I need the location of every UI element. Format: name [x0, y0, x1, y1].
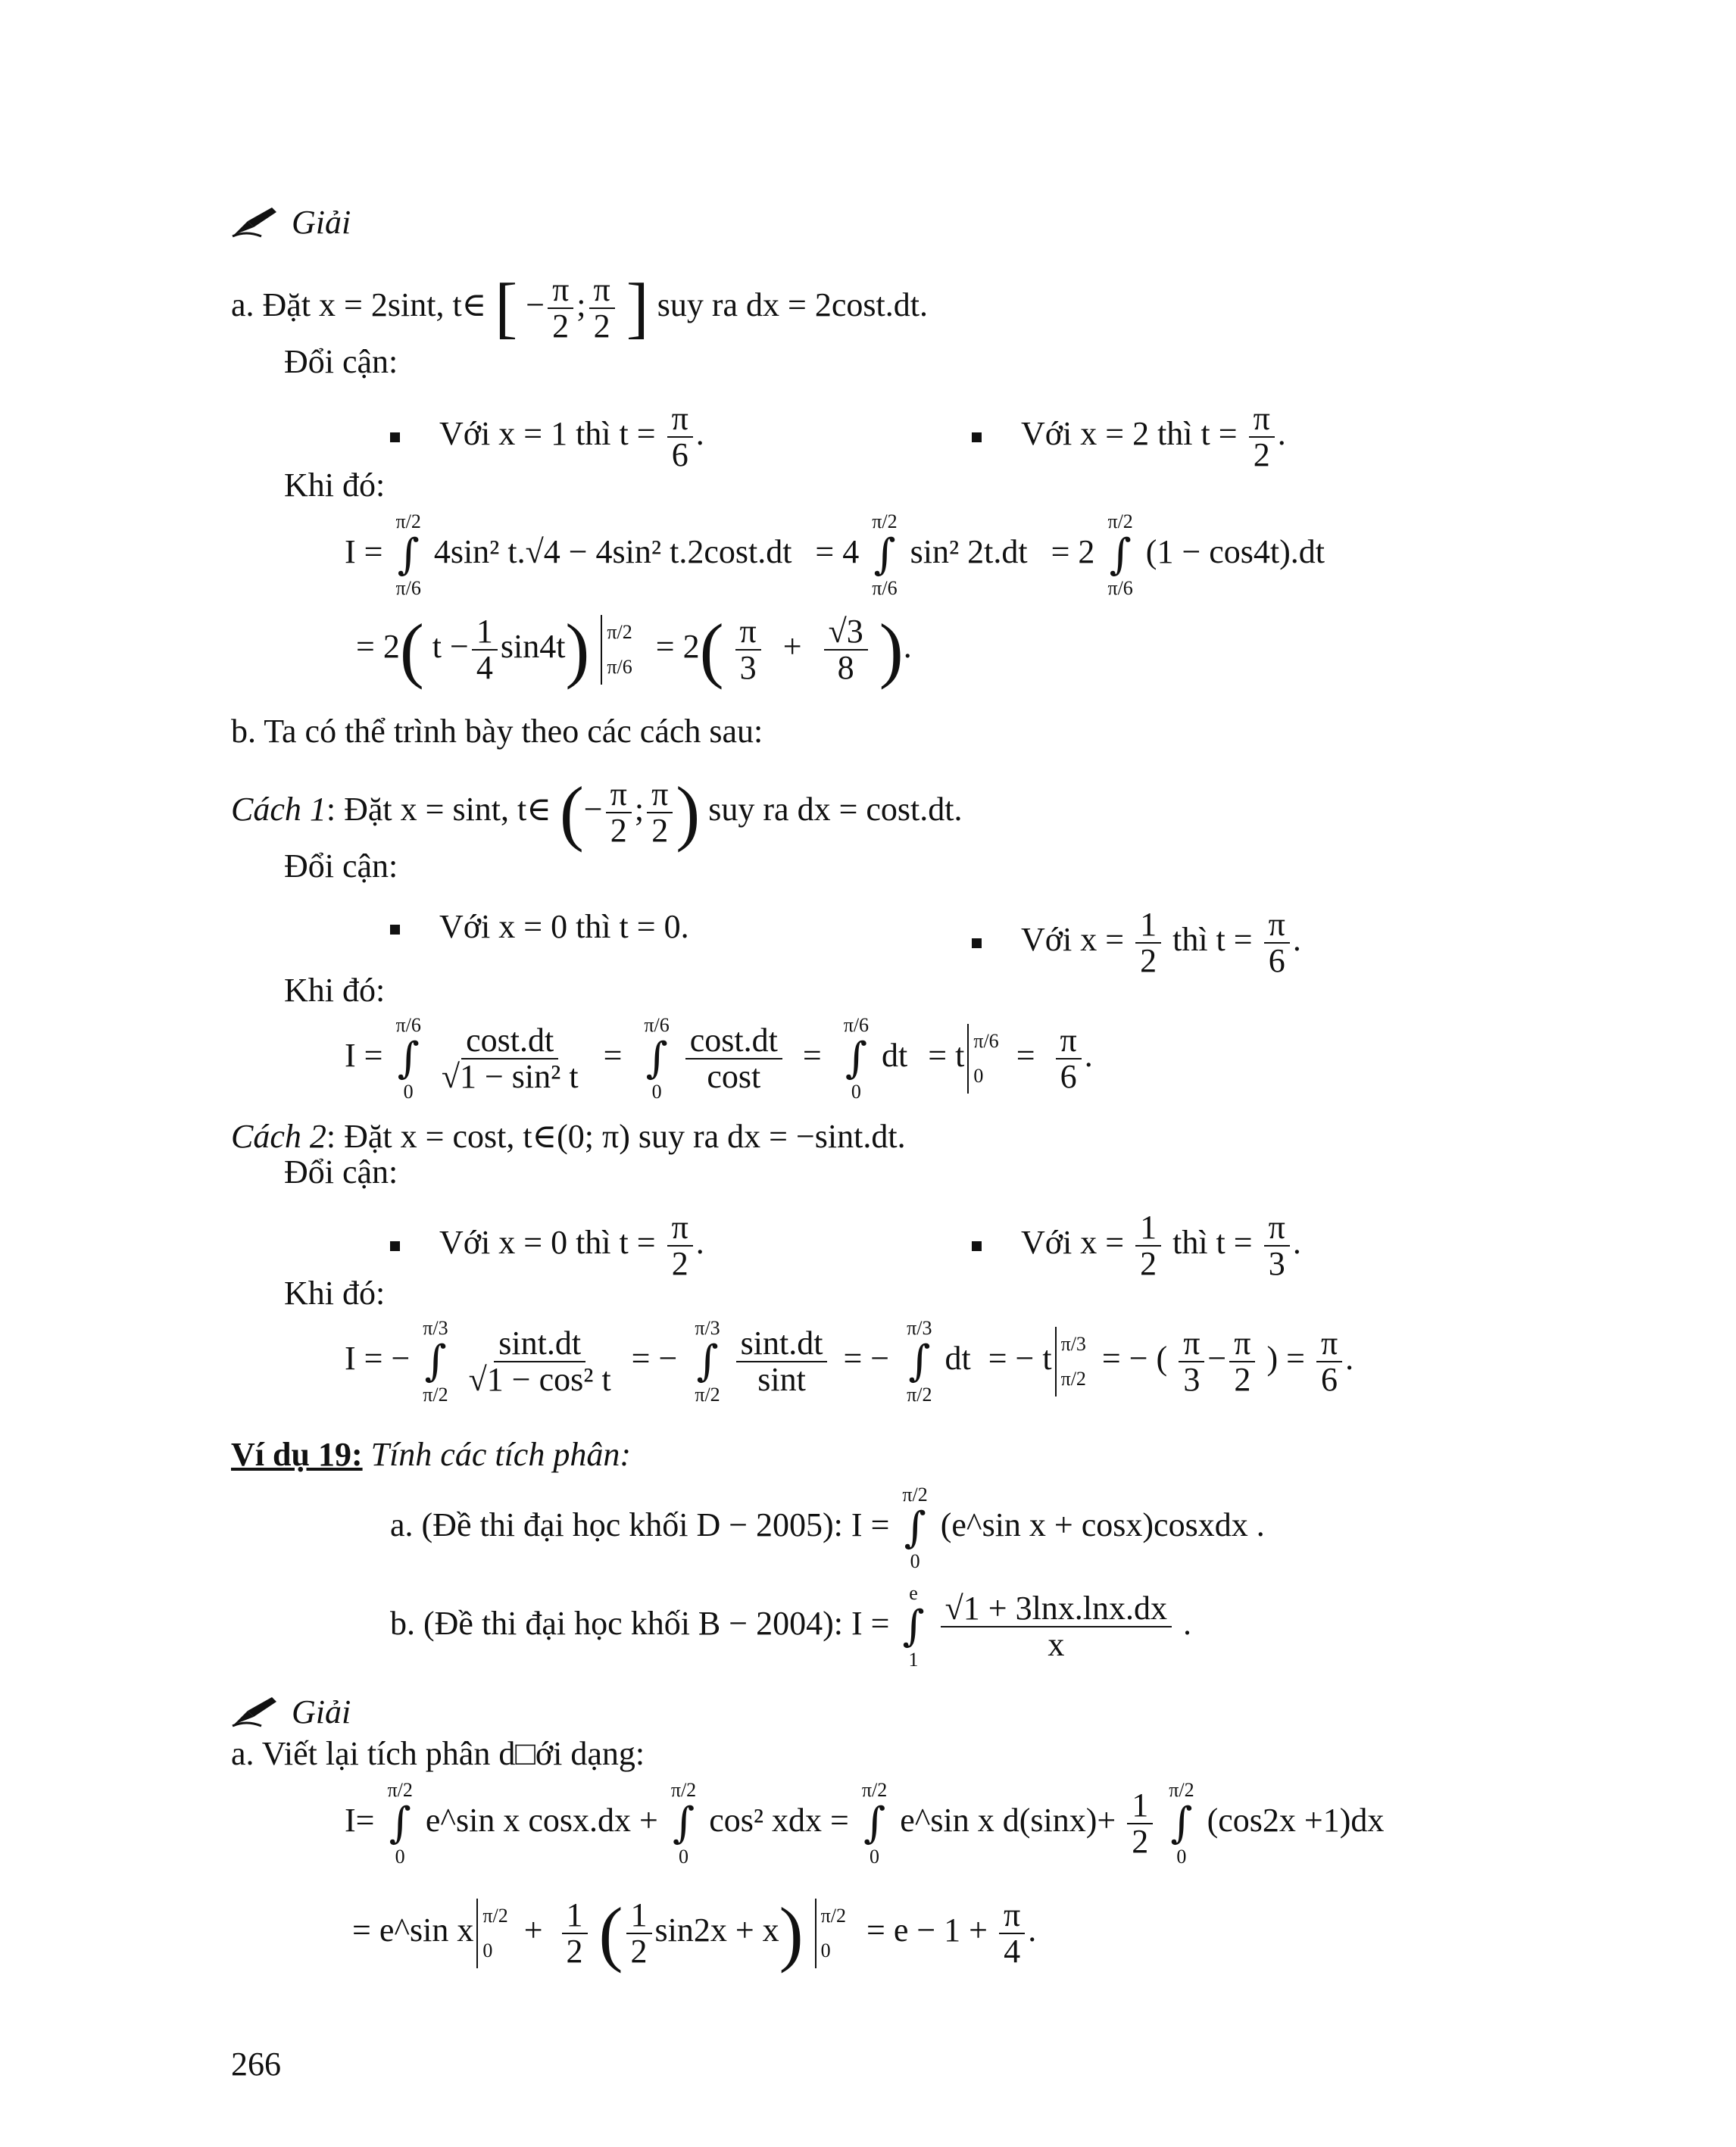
cach2-line: Cách 2: Đặt x = cost, t∈(0; π) suy ra dx = −sint.dt.: [231, 1118, 906, 1155]
example-19-a: a. (Đề thi đại học khối D − 2005): I = π/2 ∫ 0 (e^sin x + cosx)cosxdx .: [390, 1484, 1265, 1572]
solution-heading: Giải: [231, 203, 351, 247]
khi-do-a: Khi đó:: [284, 467, 386, 504]
bound-a-1: Với x = 1 thì t = $\frac{\pi}{6}$ .: [390, 401, 704, 473]
pen-writing-icon: [231, 1694, 278, 1737]
khi-do-b2: Khi đó:: [284, 1275, 386, 1312]
bullet-icon: [390, 1241, 400, 1251]
bound-b1-2: Với x = $\frac{1}{2}$ thì t = $\frac{\pi}{6}$ .: [972, 907, 1301, 978]
bullet-icon: [972, 938, 982, 948]
integral-b1: I = π/6 ∫ 0 $\frac{\cos t.dt}{\text{√1 − sin² t}}$ = π/6 ∫ 0 $\frac{\cos t.dt}{\cos t}$ = π/6 ∫ 0 dt = t π/6 0 = $\frac{\pi}{6}$ .: [345, 1014, 1093, 1103]
solution-a-intro: a. Viết lại tích phân d□ới dạng:: [231, 1735, 645, 1772]
page-number: 266: [231, 2046, 281, 2083]
bullet-icon: [972, 432, 982, 442]
part-a-substitution: a. Đặt x = 2sint, t∈ [ − $\frac{\pi}{2}$ ; $\frac{\pi}{2}$ ] suy ra dx = 2cost.dt.: [231, 270, 928, 345]
bullet-icon: [390, 432, 400, 442]
solution-a-line1: I= π/2 ∫ 0 e^sin x cosx.dx + π/2 ∫ 0 cos² xdx = π/2 ∫ 0 e^sin x d(sinx)+ $\frac{1}{2}$ π/2 ∫ 0 (cos2x +1)dx: [345, 1779, 1385, 1868]
example-19-b: b. (Đề thi đại học khối B − 2004): I = e ∫ 1 $\frac{√1 + 3\ln x.\ln x.dx}{x}$ .: [390, 1582, 1192, 1671]
bound-a-2: Với x = 2 thì t = $\frac{\pi}{2}$ .: [972, 401, 1286, 473]
integral-a-line2: = 2( t − $\frac{1}{4}$ sin4t) π/2 π/6 = 2( $\frac{\pi}{3}$ + $\frac{√3}{8}$ ).: [356, 609, 912, 690]
solution-heading-2: Giải: [231, 1693, 351, 1737]
khi-do-b1: Khi đó:: [284, 972, 386, 1009]
doi-can-a: Đổi cận:: [284, 343, 398, 380]
integral-a-line1: I = π/2 ∫ π/6 4sin² t.√4 − 4sin² t.2cost.dt = 4 π/2 ∫ π/6 sin² 2t.dt = 2 π/2 ∫ π/6 (1 − cos4t).dt: [345, 510, 1325, 599]
integral-b2: I = − π/3 ∫ π/2 $\frac{\sin t.dt}{\text{√1 − cos² t}}$ = − π/3 ∫ π/2 $\frac{\sin t.dt}{\sin t}$ = − π/3 ∫ π/2 dt = − t π/3 π/2 = − ( $\frac{\pi}{3}$ − $\frac{\pi}{2}$ ) = $\frac{\pi}{6}$ .: [345, 1317, 1354, 1406]
doi-can-b2: Đổi cận:: [284, 1153, 398, 1191]
bound-b2-2: Với x = $\frac{1}{2}$ thì t = $\frac{\pi}{3}$ .: [972, 1210, 1301, 1281]
example-19-heading: Ví dụ 19: Tính các tích phân:: [231, 1436, 631, 1473]
bound-b2-1: Với x = 0 thì t = $\frac{\pi}{2}$ .: [390, 1210, 704, 1281]
bullet-icon: [972, 1241, 982, 1251]
bullet-icon: [390, 925, 400, 935]
bound-b1-1: Với x = 0 thì t = 0.: [390, 907, 689, 947]
solution-a-line2: = e^sin x π/2 0 + $\frac{1}{2}$ ( $\frac{1}{2}$ sin2x + x) π/2 0 = e − 1 + $\frac{\pi}{4}$ .: [352, 1893, 1037, 1974]
doi-can-b1: Đổi cận:: [284, 847, 398, 885]
pen-writing-icon: [231, 204, 278, 247]
cach1-line: Cách 1: Đặt x = sint, t∈ (− $\frac{\pi}{2}$ ; $\frac{\pi}{2}$ ) suy ra dx = cost.dt.: [231, 772, 963, 853]
part-b-intro: b. Ta có thể trình bày theo các cách sau:: [231, 713, 763, 750]
